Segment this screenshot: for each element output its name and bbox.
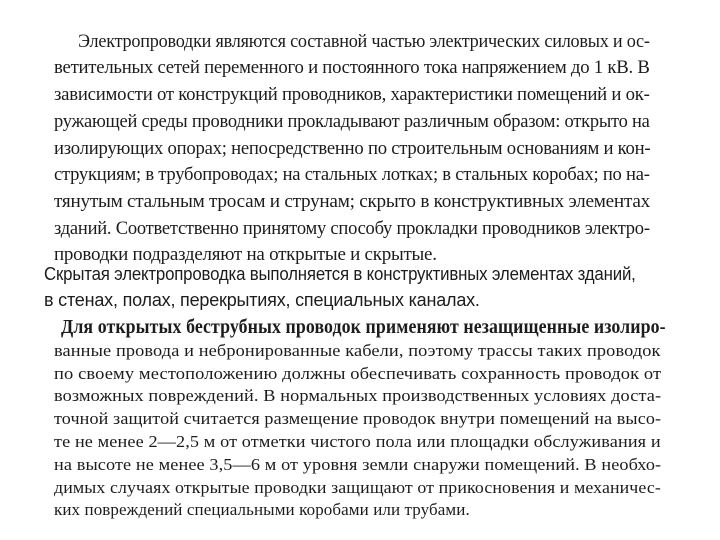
paragraph-1-line: изолирующих опорах; непосредственно по строительным основаниям и кон-	[54, 138, 651, 159]
paragraph-1-line: струкциям; в трубопроводах; на стальных лотках; в стальных коробах; по на-	[54, 164, 650, 185]
paragraph-1-line: ветительных сетей переменного и постоянного тока напряжением до 1 кВ. В	[54, 57, 650, 78]
paragraph-2-line: Скрытая электропроводка выполняется в конструктивных элементах зданий,	[44, 264, 636, 284]
paragraph-1-line: зданий. Соответственно принятому способу прокладки проводников электро-	[54, 218, 650, 239]
paragraph-3-line: Для открытых беструбных проводок применяют незащищенные изолиро-	[61, 316, 666, 338]
paragraph-3-line: ванные провода и небронированные кабели, поэтому трассы таких проводок	[54, 341, 661, 360]
paragraph-3-line: димых случаях открытые проводки защищают от прикосновения и механичес-	[54, 478, 661, 497]
paragraph-2-line: в стенах, полах, перекрытиях, специальных каналах.	[44, 290, 480, 310]
paragraph-1-line: проводки подразделяют на открытые и скрытые.	[54, 244, 437, 265]
paragraph-3-line: ких повреждений специальными коробами или трубами.	[54, 500, 470, 519]
paragraph-3-line: точной защитой считается размещение проводок внутри помещений на высо-	[54, 409, 662, 428]
paragraph-1-line: тянутым стальным тросам и струнам; скрыто в конструктивных элементах	[54, 191, 650, 212]
paragraph-3-line: те не менее 2—2,5 м от отметки чистого пола или площадки обслуживания и	[54, 432, 661, 451]
paragraph-3-line: на высоте не менее 3,5—6 м от уровня земли снаружи помещений. В необхо-	[54, 455, 662, 474]
paragraph-1-line: зависимости от конструкций проводников, характеристики помещений и ок-	[54, 84, 650, 105]
paragraph-3-line: возможных повреждений. В нормальных производственных условиях доста-	[54, 386, 662, 405]
paragraph-3-line: по своему местоположению должны обеспечивать сохранность проводок от	[54, 364, 662, 383]
paragraph-1-line: Электропроводки являются составной частью электрических силовых и ос-	[78, 31, 650, 52]
paragraph-1-line: ружающей среды проводники прокладывают различным образом: открыто на	[54, 111, 650, 132]
